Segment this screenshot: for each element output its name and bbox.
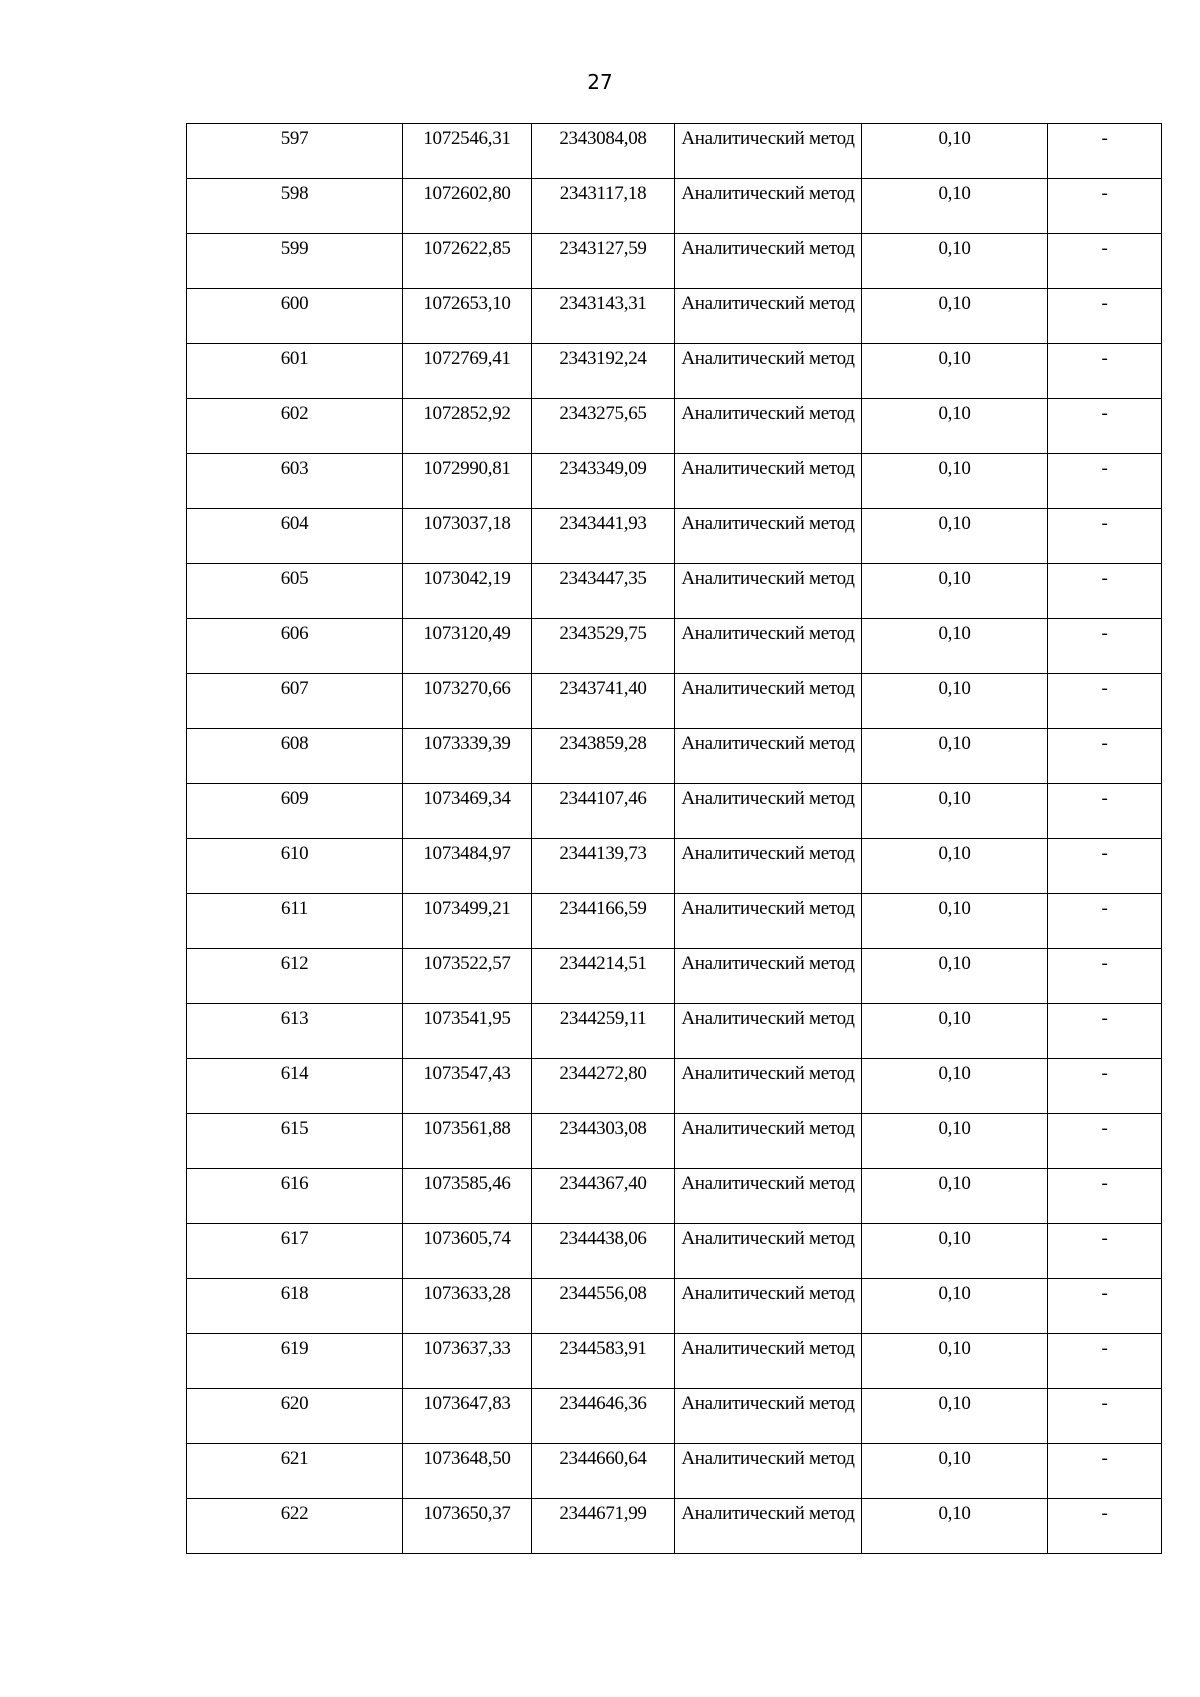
table-row — [187, 674, 1162, 729]
table-row — [187, 399, 1162, 454]
accuracy-cell: 0,10 — [862, 1389, 1048, 1444]
point-number-cell: 602 — [187, 399, 403, 454]
y-coordinate-cell: 2344583,91 — [532, 1334, 675, 1389]
x-coordinate-cell: 1073541,95 — [403, 1004, 532, 1059]
note-cell: - — [1048, 1444, 1162, 1499]
x-coordinate-cell: 1072769,41 — [403, 344, 532, 399]
method-cell: Аналитический метод — [675, 784, 862, 839]
table-row — [187, 1114, 1162, 1169]
accuracy-cell: 0,10 — [862, 1114, 1048, 1169]
point-number-cell: 615 — [187, 1114, 403, 1169]
point-number-cell: 604 — [187, 509, 403, 564]
note-cell: - — [1048, 1279, 1162, 1334]
point-number-cell: 606 — [187, 619, 403, 674]
y-coordinate-cell: 2344303,08 — [532, 1114, 675, 1169]
y-coordinate-cell: 2344367,40 — [532, 1169, 675, 1224]
y-coordinate-cell: 2344556,08 — [532, 1279, 675, 1334]
point-number-cell: 599 — [187, 234, 403, 289]
point-number-cell: 598 — [187, 179, 403, 234]
x-coordinate-cell: 1073547,43 — [403, 1059, 532, 1114]
note-cell: - — [1048, 1499, 1162, 1554]
y-coordinate-cell: 2344214,51 — [532, 949, 675, 1004]
accuracy-cell: 0,10 — [862, 619, 1048, 674]
method-cell: Аналитический метод — [675, 234, 862, 289]
table-row — [187, 1334, 1162, 1389]
method-cell: Аналитический метод — [675, 344, 862, 399]
x-coordinate-cell: 1073561,88 — [403, 1114, 532, 1169]
y-coordinate-cell: 2343117,18 — [532, 179, 675, 234]
table-row — [187, 619, 1162, 674]
accuracy-cell: 0,10 — [862, 289, 1048, 344]
coordinates-table — [186, 123, 1162, 1554]
point-number-cell: 620 — [187, 1389, 403, 1444]
accuracy-cell: 0,10 — [862, 1059, 1048, 1114]
x-coordinate-cell: 1073469,34 — [403, 784, 532, 839]
note-cell: - — [1048, 1389, 1162, 1444]
x-coordinate-cell: 1073120,49 — [403, 619, 532, 674]
x-coordinate-cell: 1072990,81 — [403, 454, 532, 509]
x-coordinate-cell: 1072546,31 — [403, 124, 532, 179]
table-row — [187, 1169, 1162, 1224]
x-coordinate-cell: 1072852,92 — [403, 399, 532, 454]
point-number-cell: 614 — [187, 1059, 403, 1114]
point-number-cell: 621 — [187, 1444, 403, 1499]
method-cell: Аналитический метод — [675, 1004, 862, 1059]
accuracy-cell: 0,10 — [862, 1224, 1048, 1279]
note-cell: - — [1048, 564, 1162, 619]
accuracy-cell: 0,10 — [862, 784, 1048, 839]
table-row — [187, 234, 1162, 289]
table-row — [187, 894, 1162, 949]
point-number-cell: 597 — [187, 124, 403, 179]
point-number-cell: 612 — [187, 949, 403, 1004]
y-coordinate-cell: 2343529,75 — [532, 619, 675, 674]
x-coordinate-cell: 1073648,50 — [403, 1444, 532, 1499]
x-coordinate-cell: 1073270,66 — [403, 674, 532, 729]
method-cell: Аналитический метод — [675, 179, 862, 234]
y-coordinate-cell: 2344259,11 — [532, 1004, 675, 1059]
table-row — [187, 949, 1162, 1004]
x-coordinate-cell: 1073647,83 — [403, 1389, 532, 1444]
y-coordinate-cell: 2343192,24 — [532, 344, 675, 399]
note-cell: - — [1048, 894, 1162, 949]
y-coordinate-cell: 2344671,99 — [532, 1499, 675, 1554]
x-coordinate-cell: 1073499,21 — [403, 894, 532, 949]
method-cell: Аналитический метод — [675, 399, 862, 454]
y-coordinate-cell: 2344166,59 — [532, 894, 675, 949]
note-cell: - — [1048, 1114, 1162, 1169]
accuracy-cell: 0,10 — [862, 729, 1048, 784]
note-cell: - — [1048, 399, 1162, 454]
table-row — [187, 124, 1162, 179]
table-row — [187, 1499, 1162, 1554]
y-coordinate-cell: 2344660,64 — [532, 1444, 675, 1499]
y-coordinate-cell: 2343441,93 — [532, 509, 675, 564]
method-cell: Аналитический метод — [675, 894, 862, 949]
y-coordinate-cell: 2343349,09 — [532, 454, 675, 509]
y-coordinate-cell: 2343084,08 — [532, 124, 675, 179]
y-coordinate-cell: 2343447,35 — [532, 564, 675, 619]
method-cell: Аналитический метод — [675, 1334, 862, 1389]
accuracy-cell: 0,10 — [862, 509, 1048, 564]
point-number-cell: 600 — [187, 289, 403, 344]
x-coordinate-cell: 1073650,37 — [403, 1499, 532, 1554]
x-coordinate-cell: 1073633,28 — [403, 1279, 532, 1334]
note-cell: - — [1048, 1169, 1162, 1224]
page-number: 27 — [587, 70, 613, 94]
y-coordinate-cell: 2343859,28 — [532, 729, 675, 784]
point-number-cell: 613 — [187, 1004, 403, 1059]
method-cell: Аналитический метод — [675, 619, 862, 674]
point-number-cell: 610 — [187, 839, 403, 894]
x-coordinate-cell: 1073637,33 — [403, 1334, 532, 1389]
note-cell: - — [1048, 1004, 1162, 1059]
point-number-cell: 609 — [187, 784, 403, 839]
y-coordinate-cell: 2343127,59 — [532, 234, 675, 289]
accuracy-cell: 0,10 — [862, 179, 1048, 234]
y-coordinate-cell: 2343143,31 — [532, 289, 675, 344]
note-cell: - — [1048, 949, 1162, 1004]
point-number-cell: 605 — [187, 564, 403, 619]
y-coordinate-cell: 2344139,73 — [532, 839, 675, 894]
note-cell: - — [1048, 619, 1162, 674]
x-coordinate-cell: 1073522,57 — [403, 949, 532, 1004]
accuracy-cell: 0,10 — [862, 454, 1048, 509]
x-coordinate-cell: 1073042,19 — [403, 564, 532, 619]
note-cell: - — [1048, 179, 1162, 234]
method-cell: Аналитический метод — [675, 949, 862, 1004]
point-number-cell: 616 — [187, 1169, 403, 1224]
method-cell: Аналитический метод — [675, 509, 862, 564]
table-row — [187, 1444, 1162, 1499]
method-cell: Аналитический метод — [675, 1169, 862, 1224]
table-row — [187, 784, 1162, 839]
note-cell: - — [1048, 1059, 1162, 1114]
point-number-cell: 603 — [187, 454, 403, 509]
method-cell: Аналитический метод — [675, 454, 862, 509]
y-coordinate-cell: 2344272,80 — [532, 1059, 675, 1114]
x-coordinate-cell: 1072653,10 — [403, 289, 532, 344]
accuracy-cell: 0,10 — [862, 1334, 1048, 1389]
table-row — [187, 564, 1162, 619]
accuracy-cell: 0,10 — [862, 1444, 1048, 1499]
method-cell: Аналитический метод — [675, 1389, 862, 1444]
note-cell: - — [1048, 289, 1162, 344]
method-cell: Аналитический метод — [675, 289, 862, 344]
method-cell: Аналитический метод — [675, 839, 862, 894]
method-cell: Аналитический метод — [675, 1279, 862, 1334]
accuracy-cell: 0,10 — [862, 1279, 1048, 1334]
coordinates-table-body — [187, 124, 1162, 1554]
method-cell: Аналитический метод — [675, 1114, 862, 1169]
accuracy-cell: 0,10 — [862, 1004, 1048, 1059]
x-coordinate-cell: 1073037,18 — [403, 509, 532, 564]
table-row — [187, 729, 1162, 784]
accuracy-cell: 0,10 — [862, 894, 1048, 949]
method-cell: Аналитический метод — [675, 564, 862, 619]
method-cell: Аналитический метод — [675, 1444, 862, 1499]
table-row — [187, 509, 1162, 564]
x-coordinate-cell: 1073484,97 — [403, 839, 532, 894]
table-row — [187, 344, 1162, 399]
y-coordinate-cell: 2344646,36 — [532, 1389, 675, 1444]
note-cell: - — [1048, 124, 1162, 179]
accuracy-cell: 0,10 — [862, 1499, 1048, 1554]
x-coordinate-cell: 1072602,80 — [403, 179, 532, 234]
note-cell: - — [1048, 344, 1162, 399]
note-cell: - — [1048, 674, 1162, 729]
table-row — [187, 1279, 1162, 1334]
table-row — [187, 1059, 1162, 1114]
accuracy-cell: 0,10 — [862, 124, 1048, 179]
note-cell: - — [1048, 784, 1162, 839]
note-cell: - — [1048, 729, 1162, 784]
accuracy-cell: 0,10 — [862, 234, 1048, 289]
note-cell: - — [1048, 454, 1162, 509]
table-row — [187, 1224, 1162, 1279]
table-row — [187, 1389, 1162, 1444]
y-coordinate-cell: 2343275,65 — [532, 399, 675, 454]
table-row — [187, 289, 1162, 344]
x-coordinate-cell: 1072622,85 — [403, 234, 532, 289]
point-number-cell: 618 — [187, 1279, 403, 1334]
point-number-cell: 619 — [187, 1334, 403, 1389]
point-number-cell: 608 — [187, 729, 403, 784]
note-cell: - — [1048, 509, 1162, 564]
note-cell: - — [1048, 839, 1162, 894]
x-coordinate-cell: 1073339,39 — [403, 729, 532, 784]
point-number-cell: 601 — [187, 344, 403, 399]
x-coordinate-cell: 1073585,46 — [403, 1169, 532, 1224]
accuracy-cell: 0,10 — [862, 839, 1048, 894]
table-row — [187, 1004, 1162, 1059]
accuracy-cell: 0,10 — [862, 949, 1048, 1004]
note-cell: - — [1048, 1224, 1162, 1279]
accuracy-cell: 0,10 — [862, 1169, 1048, 1224]
accuracy-cell: 0,10 — [862, 674, 1048, 729]
note-cell: - — [1048, 234, 1162, 289]
x-coordinate-cell: 1073605,74 — [403, 1224, 532, 1279]
point-number-cell: 611 — [187, 894, 403, 949]
y-coordinate-cell: 2343741,40 — [532, 674, 675, 729]
accuracy-cell: 0,10 — [862, 564, 1048, 619]
point-number-cell: 607 — [187, 674, 403, 729]
method-cell: Аналитический метод — [675, 674, 862, 729]
y-coordinate-cell: 2344107,46 — [532, 784, 675, 839]
method-cell: Аналитический метод — [675, 1499, 862, 1554]
point-number-cell: 622 — [187, 1499, 403, 1554]
method-cell: Аналитический метод — [675, 1224, 862, 1279]
table-row — [187, 454, 1162, 509]
method-cell: Аналитический метод — [675, 1059, 862, 1114]
method-cell: Аналитический метод — [675, 729, 862, 784]
note-cell: - — [1048, 1334, 1162, 1389]
table-row — [187, 839, 1162, 894]
accuracy-cell: 0,10 — [862, 399, 1048, 454]
y-coordinate-cell: 2344438,06 — [532, 1224, 675, 1279]
table-row — [187, 179, 1162, 234]
accuracy-cell: 0,10 — [862, 344, 1048, 399]
method-cell: Аналитический метод — [675, 124, 862, 179]
point-number-cell: 617 — [187, 1224, 403, 1279]
